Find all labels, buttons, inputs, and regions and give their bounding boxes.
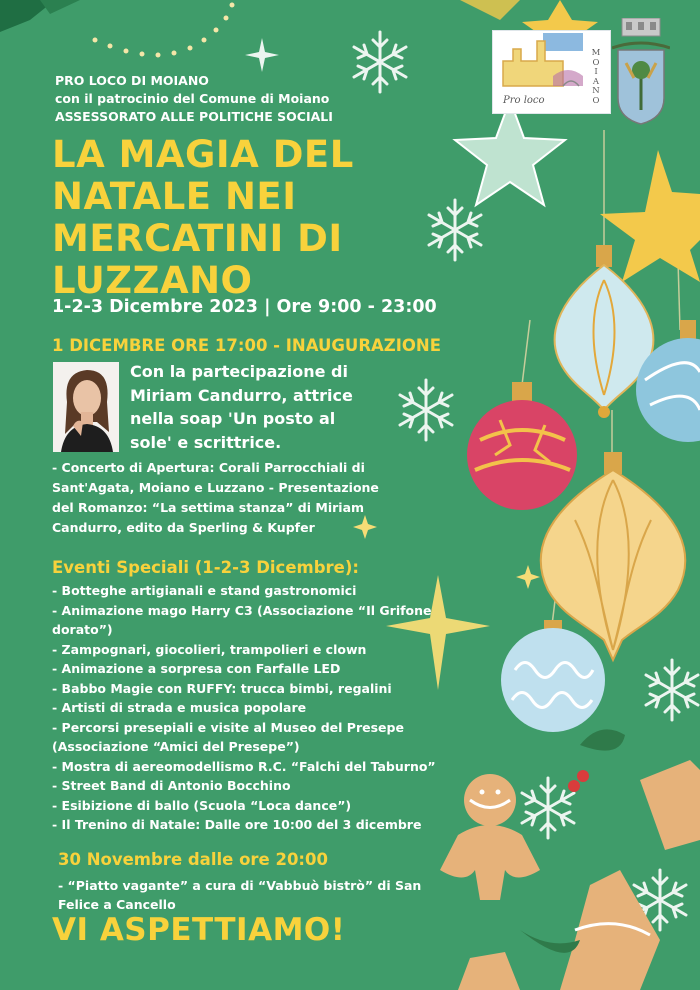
- organizer-line: PRO LOCO DI MOIANO: [55, 73, 209, 88]
- closing-message: VI ASPETTIAMO!: [52, 912, 346, 948]
- list-item: - Zampognari, giocolieri, trampolieri e clown: [52, 641, 367, 657]
- list-item: - Botteghe artigianali e stand gastronomici: [52, 583, 357, 598]
- guest-description: Con la partecipazione di Miriam Candurro, attrice nella soap 'Un posto al sole' e scrittrice.: [130, 362, 353, 452]
- logo-text: Pro loco: [503, 95, 545, 106]
- list-item: - Babbo Magie con RUFFY: trucca bimbi, regalini: [52, 680, 392, 696]
- list-item: - Mostra di aereomodellismo R.C. “Falchi del Taburno”: [52, 758, 436, 774]
- list-item: - Percorsi presepiali e visite al Museo del Presepe (Associazione “Amici del Presepe”): [52, 719, 404, 754]
- preview-event-description: - “Piatto vagante” a cura di “Vabbuò bistrò” di San Felice a Cancello: [58, 878, 422, 912]
- list-item: - Street Band di Antonio Bocchino: [52, 778, 291, 793]
- organizer-header: [55, 72, 333, 126]
- inauguration-program: - Concerto di Apertura: Corali Parrocchiali di Sant'Agata, Moiano e Luzzano - Presentazione del Romanzo: “La settima stanza” di Miriam Candurro, edito da Sperling & Kupfer: [52, 460, 379, 535]
- person-icon: [53, 362, 119, 452]
- list-item: - Il Trenino di Natale: Dalle ore 10:00 del 3 dicembre: [52, 817, 422, 832]
- special-events-heading: Eventi Speciali (1-2-3 Dicembre):: [52, 558, 359, 577]
- list-item: - Animazione a sorpresa con Farfalle LED: [52, 661, 341, 676]
- logo-side-text: M O I A N O: [591, 48, 601, 106]
- guest-portrait: [53, 362, 119, 452]
- special-events-list: [52, 581, 472, 835]
- department-line: ASSESSORATO ALLE POLITICHE SOCIALI: [55, 109, 333, 124]
- list-item: - Artisti di strada e musica popolare: [52, 700, 307, 715]
- preview-event-heading: 30 Novembre dalle ore 20:00: [58, 850, 328, 869]
- patronage-line: con il patrocinio del Comune di Moiano: [55, 91, 330, 106]
- inauguration-heading: 1 DICEMBRE ORE 17:00 - INAUGURAZIONE: [52, 336, 441, 355]
- event-dates: 1-2-3 Dicembre 2023 | Ore 9:00 - 23:00: [52, 297, 437, 317]
- list-item: - Animazione mago Harry C3 (Associazione “Il Grifone dorato”): [52, 602, 432, 637]
- list-item: - Esibizione di ballo (Scuola “Loca dance”): [52, 797, 352, 813]
- event-title: LA MAGIA DEL NATALE NEI MERCATINI DI LUZZANO: [52, 133, 354, 302]
